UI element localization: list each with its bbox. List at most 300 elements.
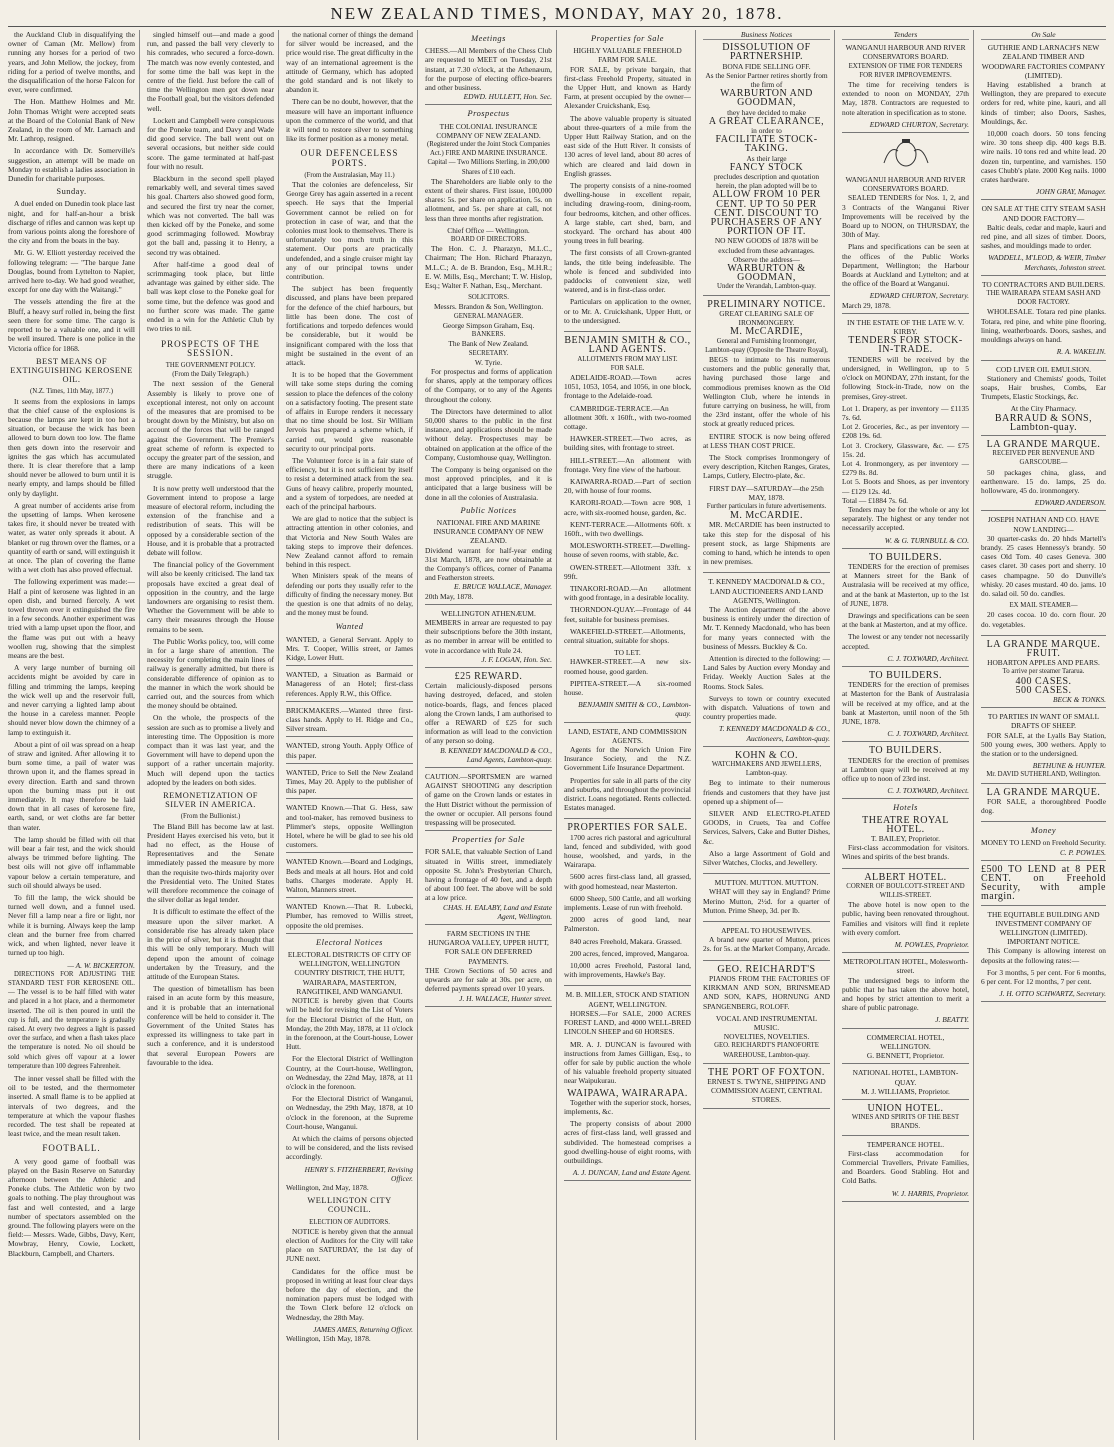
ad-text: FOR SALE, at the Lyalls Bay Station, 500 young ewes, 300 wethers. Apply to the station or to the undersigned. bbox=[981, 730, 1106, 759]
ad-title: JOSEPH NATHAN AND CO. HAVE NOW LANDING— bbox=[987, 515, 1100, 534]
ad-text: M. McCARDIE, bbox=[730, 326, 803, 338]
notice-title: £25 REWARD. bbox=[454, 671, 523, 682]
column-rule bbox=[695, 30, 696, 1440]
public-notice bbox=[425, 518, 552, 605]
article-headline: FOOTBALL. bbox=[42, 1143, 101, 1154]
news-paragraph: The subject has been frequently discussed, and plans have been prepared for the defence of the chief harbours, but little has been done. The cost of fortifications and torpedo defences would be considerable, but it would be insignificant compared with the loss that might be sustained in the event of an attack. bbox=[286, 284, 413, 367]
ad-text: General and Furnishing Ironmonger, Lambton-quay (Opposite the Theatre Royal), bbox=[705, 337, 828, 354]
article-headline: BEST MEANS OF EXTINGUISHING KEROSENE OIL. bbox=[10, 356, 133, 385]
ad-text: The above valuable property is situated about three-quarters of a mile from the Upper Hutt Railway Station, and on the east side of the Hutt River. It consists of 130 acres of level land, about 80 acres of which are cleared and laid down in English grasses. bbox=[564, 113, 691, 178]
column-8 bbox=[981, 30, 1106, 1440]
ad-signature: J. BEATTY. bbox=[935, 1015, 969, 1025]
ad-text: ERNEST S. TWYNE, SHIPPING AND COMMISSION AGENT, CENTRAL STORES. bbox=[707, 1076, 826, 1105]
prospectus-text: George Simpson Graham, Esq. bbox=[442, 320, 535, 330]
ad-subtitle: RECEIVED PER BENVENUE AND GARSCOUBE— bbox=[992, 450, 1095, 467]
news-paragraph: Lockett and Campbell were conspicuous for the Poneke team, and Davy and Wade did good service. The ball went out on several occasions, but neither side could score. The game terminated at half-past four with no result. bbox=[147, 115, 274, 171]
classified-ad bbox=[286, 635, 413, 667]
ad-title: BENJAMIN SMITH & CO., LAND AGENTS. bbox=[564, 335, 691, 356]
news-paragraph: DIRECTIONS FOR ADJUSTING THE STANDARD TEST FOR KEROSENE OIL.— The vessel is to be half filled with water and placed in a hot place, and a thermometer inserted. The oil is then poured in until the cup is full, and the temperature is gradually raised. At every two degrees a light is passed over the surface, and when a flash takes place the temperature is noted. No oil should be sold which gives off vapour at a lower temperature than 100 degrees Fahrenheit. bbox=[8, 970, 135, 1070]
ad-text: HOBARTON APPLES AND PEARS. bbox=[987, 658, 1100, 668]
listing-item: 840 acres Freehold, Makara. Grassed. bbox=[570, 936, 682, 946]
ad-subtitle: WINES AND SPIRITS OF THE BEST BRANDS. bbox=[851, 1114, 960, 1131]
ad-title: KOHN & CO. bbox=[734, 749, 799, 761]
column-rule bbox=[834, 30, 835, 1440]
article-source: (From the Daily Telegraph.) bbox=[172, 371, 249, 379]
notice-signature: C. J. TOXWARD, Architect. bbox=[887, 729, 969, 739]
ad-text: precludes description and quotation herein, the plan adopted will be to bbox=[713, 172, 820, 191]
news-paragraph: The Volunteer force is in a fair state of efficiency, but it is not sufficient by itself to resist a determined attack from the sea. Guns of heavy calibre, properly mounted, and a system of torpedoes, are needed at each of the principal harbours. bbox=[286, 455, 413, 511]
property-ad bbox=[425, 847, 552, 925]
notice-text: TENDERS for the erection of premises at Masterton for the Bank of Australasia will be received at my office, and at the bank at Masterton, until noon of the 5th JUNE, 1878. bbox=[842, 680, 969, 726]
ad-text: FIRST DAY—SATURDAY—the 25th MAY, 1878. bbox=[709, 483, 824, 502]
ad-signature: EDWD. HULLETT, Hon. Sec. bbox=[463, 92, 552, 102]
notice-text: Plans and specifications can be seen at the offices of the Public Works Department, Wellington; the Harbour Boards at Auckland and Lyttelton; and at the office of the Board at Wanganui. bbox=[842, 242, 969, 289]
ad-text: Stationery and Chemists' goods, Toilet soaps, Hair brushes, Combs, Ear Trumpets, Elastic Stockings, &c. bbox=[981, 373, 1106, 402]
money-ad bbox=[981, 910, 1106, 1003]
ad-signature: EDWARD ANDERSON. bbox=[1034, 498, 1106, 508]
ad-title: HIGHLY VALUABLE FREEHOLD FARM FOR SALE. bbox=[573, 46, 682, 65]
sale-ad bbox=[981, 712, 1106, 783]
notice-date: Wellington, 15th May, 1878. bbox=[286, 1334, 371, 1343]
notice-date: March 29, 1878. bbox=[842, 300, 891, 310]
tender-lot: Lot 3. Crockery, Glassware, &c. — £75 15s. 2d. bbox=[842, 440, 969, 459]
ad-text: The Auction department of the above business is entirely under the direction of Mr. T. Kennedy Macdonald, who has been for many years connected with the business of Messrs. Buckley & Co. bbox=[703, 604, 830, 651]
ad-subtitle: THE WAIRARAPA STEAM SASH AND DOOR FACTORY. bbox=[986, 290, 1101, 307]
ad-text: Particulars on application to the owner, or to Mr. A. Cruickshank, Upper Hutt, or to the undersigned. bbox=[564, 297, 691, 325]
ad-text: The first consists of all Crown-granted lands, the title being indefeasible. The whole is fenced and subdivided into paddocks of convenient size, well watered, and is in first-class order. bbox=[564, 248, 691, 295]
ad-subtitle: FOR SALE. bbox=[610, 364, 645, 372]
ad-subtitle: GREAT CLEARING SALE OF IRONMONGERY. bbox=[719, 308, 814, 328]
ad-subtitle: TO LET. bbox=[614, 648, 641, 658]
ad-subtitle: G. BENNETT, Proprietor. bbox=[866, 1051, 945, 1061]
public-notice bbox=[425, 672, 552, 768]
ad-title: T. KENNEDY MACDONALD & CO., LAND AUCTIONEERS AND LAND AGENTS, Wellington. bbox=[708, 577, 825, 605]
ad-text: WANTED, a General Servant. Apply to Mrs. T. Cooper, Willis street, or James Kidge, Lower Hutt. bbox=[286, 634, 413, 662]
column-4 bbox=[425, 30, 552, 1440]
ad-text: A GREAT CLEARANCE, bbox=[708, 115, 825, 127]
tender-notice bbox=[842, 746, 969, 799]
notice-text: CAUTION.—SPORTSMEN are warned AGAINST SHOOTING any description of game on the Crown lands or estates in the Hutt District without the permission of the owner or occupier. All persons found trespassing will be prosecuted. bbox=[425, 772, 552, 828]
ad-text: in order to bbox=[751, 126, 782, 136]
sale-ad bbox=[981, 43, 1106, 200]
ad-text: BRICKMAKERS.—Wanted three first-class hands. Apply to H. Ridge and Co., Silver stream. bbox=[286, 705, 413, 734]
notice-title: WELLINGTON CITY COUNCIL. bbox=[307, 1196, 392, 1215]
listing-item: CAMBRIDGE-TERRACE.—An allotment 30ft. x 160ft., with two-roomed cottage. bbox=[564, 403, 691, 431]
ad-text: NOVELTIES, NOVELTIES. bbox=[723, 1032, 810, 1042]
ad-text: Further particulars in future advertisements. bbox=[706, 502, 827, 510]
prospectus-capital: Capital — Two Millions Sterling, in 200,000 Shares of £10 each. bbox=[427, 159, 550, 176]
news-paragraph: The vessels attending the fire at the Bluff, a heavy surf rolled in, being the first seen there for some time. The cargo is reported to be a valuable one, and it will be well insured. There is one police in the Victoria office for 1868. bbox=[8, 297, 135, 353]
news-paragraph: There can be no doubt, however, that the measure will have an important influence upon the commerce of the world, and that it will tend to restore silver to something like its former position as a money metal. bbox=[286, 97, 413, 144]
ad-text: Having established a branch at Wellington, they are prepared to execute orders for red, white pine, kauri, and all kinds of timber; also Doors, Sashes, Mouldings, &c. bbox=[981, 80, 1106, 126]
ad-subtitle: WATCHMAKERS AND JEWELLERS, Lambton-quay. bbox=[711, 761, 822, 778]
classified-ad bbox=[286, 706, 413, 738]
classified-ad bbox=[286, 857, 413, 898]
ad-text: First-class accommodation for visitors. Wines and spirits of the best brands. bbox=[842, 843, 969, 862]
hotel-ad bbox=[842, 873, 969, 954]
article-source: (From the Bullionist.) bbox=[180, 813, 241, 821]
ad-title: PROPERTIES FOR SALE. bbox=[567, 822, 688, 834]
article-subheading: THE GOVERNMENT POLICY. bbox=[165, 361, 256, 369]
listing-item: KENT-TERRACE.—Allotments 60ft. x 160ft., with two dwellings. bbox=[564, 519, 691, 538]
column-rule bbox=[417, 30, 418, 1440]
article-source: (From the Australasian, May 11.) bbox=[304, 171, 395, 179]
property-ad bbox=[425, 929, 552, 1007]
notice-text: MEMBERS in arrear are requested to pay their subscriptions before the 30th instant, as no member in arrear will be entitled to vote in accordance with Rule 24. bbox=[425, 617, 552, 655]
ad-text: Mr. DAVID SUTHERLAND, Wellington. bbox=[986, 771, 1101, 779]
ad-text: FRUIT. bbox=[1026, 647, 1061, 659]
column-rule bbox=[139, 30, 140, 1440]
column-7 bbox=[842, 30, 969, 1440]
notice-paragraph: NOTICE is hereby given that Courts will be held for revising the List of Voters for the Electoral District of the Hutt, on Monday, the 20th May, 1878, at 11 o'clock in the forenoon, at the Court-house, Lower Hutt. bbox=[286, 996, 413, 1052]
ad-subtitle: M. J. WILLIAMS, Proprietor. bbox=[861, 1086, 950, 1096]
notice-signature: W. & G. TURNBULL & CO. bbox=[884, 535, 969, 545]
ad-text: WANTED, Price to Sell the New Zealand Times, May 20. Apply to the publisher of this paper. bbox=[286, 767, 413, 796]
ad-signature: BETHUNE & HUNTER. bbox=[1032, 761, 1106, 771]
notice-title: WANGANUI HARBOUR AND RIVER CONSERVATORS BOARD. bbox=[845, 175, 966, 194]
ad-text: 10,000 coach doors. 50 tons fencing wire. 30 tons sheep dip. 400 kegs B.B. wire nails. 10 tons red and white lead. 20 dozen tin, turpentine, and varnishes. 150 cases Chubb's plate. 2000 Keg nails. 1000 crates hardware. bbox=[981, 129, 1106, 185]
notice-paragraph: For the Electoral District of Wellington Country, at the Court-house, Wellington, on Wednesday, the 22nd May, 1878, at 11 o'clock in the forenoon. bbox=[286, 1054, 413, 1091]
listing-item: TINAKORI-ROAD.—An allotment with good frontage, in a desirable locality. bbox=[564, 583, 691, 603]
ad-text: BONA FIDE SELLING OFF. bbox=[722, 61, 811, 71]
notice-text: TENDERS will be received by the undersigned, in Wellington, up to 5 o'clock on MONDAY, 27th instant, for the following Stock-in-Trade, now on the premises, Grey-street. bbox=[842, 354, 969, 401]
news-paragraph: It is to be hoped that the Government will take some steps during the coming session to place the defences of the colony on a satisfactory footing. The present state of affairs in Europe renders it necessary that no time should be lost. Sir William Jervois has prepared a scheme which, if carried out, would give reasonable security to our principal ports. bbox=[286, 370, 413, 453]
notice-signature: C. J. TOXWARD, Architect. bbox=[887, 786, 969, 796]
ad-title: MUTTON. MUTTON. MUTTON. bbox=[714, 878, 819, 888]
ad-signature: R. A. WAKELIN. bbox=[1056, 347, 1106, 357]
news-paragraph: About a pint of oil was spread on a heap of straw and ignited. After allowing it to burn some time, a pail of water was thrown upon it, and the flames spread in every direction. Earth and sand thrown upon the burning mass put it out immediately. It may therefore be laid down that in all cases of kerosene fire, earth, sand, or wet cloths are far better than water. bbox=[8, 739, 135, 832]
ad-subtitle: ALLOTMENTS FROM MAY LIST. bbox=[577, 355, 678, 363]
ad-signature: WADDELL, M'LEOD, & WEIR, Timber Merchants, Johnston street. bbox=[988, 253, 1106, 272]
column-heading: Business Notices bbox=[703, 30, 830, 40]
ad-text: WANTED, a Situation as Barmaid or Manageress of an Hotel; first-class references. Apply R.W., this Office. bbox=[286, 670, 413, 698]
ad-title: TO CONTRACTORS AND BUILDERS. bbox=[982, 279, 1105, 289]
property-ad bbox=[564, 336, 691, 723]
listing-item: THORNDON-QUAY.—Frontage of 44 feet, suitable for business premises. bbox=[564, 605, 691, 624]
notice-paragraph: NOTICE is hereby given that the annual election of Auditors for the City will take place on SATURDAY, the 1st day of JUNE next. bbox=[286, 1226, 413, 1264]
ad-text: Together with the superior stock, horses, implements, &c. bbox=[564, 1097, 691, 1116]
section-heading-electoral: Electoral Notices bbox=[316, 937, 383, 947]
notice-subtitle: EXTENSION OF TIME FOR TENDERS FOR RIVER IMPROVEMENTS. bbox=[848, 62, 963, 79]
business-ad bbox=[703, 751, 830, 874]
money-ad bbox=[981, 838, 1106, 860]
prospectus-office: Chief Office — Wellington. bbox=[447, 225, 530, 235]
ad-text: ENTIRE STOCK is now being offered at LESS THAN COST PRICE. bbox=[703, 431, 830, 450]
notice-title: TO BUILDERS. bbox=[868, 551, 943, 563]
ad-title: NATIONAL HOTEL, LAMBTON-QUAY. bbox=[852, 1068, 959, 1087]
ad-text: WANTED Known.—That R. Lubecki, Plumber, has removed to Willis street, opposite the old premises. bbox=[286, 902, 413, 930]
prospectus-paragraph: The Company is being organised on the most approved principles, and it is anticipated that a large business will be done in all the colonies of Australasia. bbox=[425, 464, 552, 502]
tender-notice bbox=[842, 318, 969, 549]
notice-text: TENDERS for the erection of premises at Manners street for the Bank of Australasia will be received at my office, and at the bank at Masterton, up to the 1st of JUNE, 1878. bbox=[842, 561, 969, 608]
ad-subtitle: EX MAIL STEAMER— bbox=[1009, 602, 1078, 610]
tender-lot: Lot 5. Boots and Shoes, as per inventory — £129 12s. 4d. bbox=[842, 477, 969, 496]
section-heading: Sunday. bbox=[56, 187, 87, 197]
news-paragraph: The inner vessel shall be filled with the oil to be tested, and the thermometer inserted. A small flame is to be applied at intervals of two degrees, and the temperature at which the vapour flashes recorded. The test shall be repeated at least twice, and the mean result taken. bbox=[8, 1073, 135, 1139]
ad-text: HORSES.—For SALE, 2000 ACRES FOREST LAND, and 4000 WELL-BRED LINCOLN SHEEP and 60 HORSES. bbox=[564, 1008, 691, 1037]
ad-text: WANTED Known.—That G. Hess, saw and tool-maker, has removed business to Plimmer's steps, opposite Wellington Hotel, where he will be glad to see his old customers. bbox=[286, 803, 413, 850]
notice-text: Certain maliciously-disposed persons having destroyed, defaced, and stolen notice-boards, flags, and fences placed along the Crown lands, I am authorised to offer a REWARD of £25 for such information as will lead to the conviction of any person so doing. bbox=[425, 681, 552, 746]
ad-title: WAIPAWA, WAIRARAPA. bbox=[567, 1087, 688, 1099]
ad-text: 30 quarter-casks do. 20 hhds Martell's brandy. 25 cases Hennessy's brandy. 50 cases Old Tom. 40 cases Geneva. 300 cases claret. 30 cases port and sherry. 10 cases champagne. 50 do Dunville's whisky. 20 cases mustard. 40 do. jams. 10 do. salad oil. 50 do. candles. bbox=[981, 533, 1106, 598]
notice-date: Wellington, 2nd May, 1878. bbox=[286, 1182, 369, 1192]
ad-title: TEMPERANCE HOTEL. bbox=[866, 1139, 945, 1149]
classified-ad bbox=[425, 46, 552, 105]
ad-text: CHESS.—All Members of the Chess Club are requested to MEET on Tuesday, 21st instant, at 7.30 o'clock, at the Athenæum, for the purpose of electing office-bearers and other business. bbox=[425, 46, 552, 93]
notice-signature: EDWARD CHURTON, Secretary. bbox=[869, 119, 969, 129]
ad-subtitle: CORNER OF BOULCOTT-STREET AND WILLIS-STREET. bbox=[846, 882, 965, 900]
news-paragraph: After half-time a good deal of scrimmaging took place, but little advantage was gained by either side. The ball was kept close to the Poneke goal for some time, but the defence was good and no further score was made. The game ended in a win for the Athletic Club by two tries to nil. bbox=[147, 259, 274, 334]
listing-item: MOLESWORTH-STREET.—Dwelling-house of seven rooms, with stable, &c. bbox=[564, 541, 690, 560]
notice-paragraph: Candidates for the office must be proposed in writing at least four clear days before the day of election, and the nomination papers must be lodged with the Town Clerk before 12 o'clock on Wednesday, the 28th May. bbox=[286, 1266, 413, 1322]
tender-lot: Lot 4. Ironmongery, as per inventory — £279 8s. 8d. bbox=[842, 458, 969, 478]
ad-text: WHOLESALE. Totara red pine planks. Totara, red pine, and white pine flooring, lining, weatherboards. Doors, sashes, and mouldings always on hand. bbox=[981, 307, 1106, 345]
ad-text: 400 CASES. bbox=[1015, 675, 1072, 687]
tender-lot: Lot 1. Drapery, as per inventory — £1135 7s. 6d. bbox=[842, 403, 969, 422]
listing-item: ADELAIDE-ROAD.—Town acres 1051, 1053, 1054, and 1056, in one block, frontage to the Adelaide-road. bbox=[564, 372, 691, 401]
prospectus-text: The Bank of New Zealand. bbox=[448, 339, 529, 349]
notice-title: TO BUILDERS. bbox=[868, 745, 943, 757]
ad-text: First-class accommodation for Commercial Travellers, Private Families, and Boarders. Good Stabling. Hot and Cold Baths. bbox=[842, 1148, 969, 1186]
ad-signature: T. KENNEDY MACDONALD & CO., Auctioneers, Lambton-quay. bbox=[719, 724, 830, 743]
sale-ad bbox=[981, 365, 1106, 436]
ad-text: PIANOS FROM THE FACTORIES OF KIRKMAN AND SON, BRINSMEAD AND SON, KAPS, HORNUNG AND SPANGENBERG, ROLOFF. bbox=[703, 973, 830, 1011]
notice-text: TENDERS for the erection of premises at Lambton quay will be received at my office up to noon of 23rd inst. bbox=[842, 755, 969, 784]
listing-item: KAIWARRA-ROAD.—Part of section 20, with house of four rooms. bbox=[564, 476, 691, 496]
ad-text: SILVER AND ELECTRO-PLATED GOODS, in Cruets, Tea and Coffee Services, Salvers, Cake and Butter Dishes, &c. bbox=[703, 809, 830, 846]
notice-subtitle: ELECTION OF AUDITORS. bbox=[309, 1218, 390, 1226]
news-paragraph: singled himself out—and made a good run, and passed the ball very cleverly to his comrades, who secured a force-down. The match was now evenly contested, and for some time the ball was kept in the centre of the field. Just before the call of time the Wellington men got down near the Football goal, but the visitors defended well. bbox=[147, 30, 274, 113]
section-heading-money: Money bbox=[1030, 826, 1057, 836]
prospectus-paragraph: The Shareholders are liable only to the extent of their shares. First issue, 100,000 shares: 5s. per share on application, 5s. on allotment, and 5s. per share at call, not less than three months after registration. bbox=[425, 176, 552, 223]
ad-text: VOCAL AND INSTRUMENTAL MUSIC. bbox=[715, 1013, 818, 1032]
property-ad bbox=[564, 823, 691, 986]
prospectus-text: Messrs. Brandon & Son, Wellington. bbox=[433, 302, 544, 312]
ad-text: The undersigned begs to inform the public that he has taken the above hotel, and hopes by strict attention to merit a share of public patronage. bbox=[842, 975, 969, 1013]
column-6 bbox=[703, 30, 830, 1440]
business-ad bbox=[703, 300, 830, 574]
page-title: NEW ZEALAND TIMES, MONDAY, MAY 20, 1878. bbox=[330, 4, 784, 23]
column-heading: Tenders bbox=[842, 30, 969, 40]
ad-title: COD LIVER OIL EMULSION. bbox=[996, 364, 1091, 374]
ad-text: MR. A. J. DUNCAN is favoured with instructions from James Gilligan, Esq., to offer for sale by public auction the whole of his valuable freehold property situated near Waipukurau. bbox=[564, 1039, 691, 1086]
listing-item: WAKEFIELD-STREET.—Allotments, central situation, suitable for shops. bbox=[564, 626, 686, 645]
ad-title: LAND, ESTATE, AND COMMISSION AGENTS. bbox=[568, 726, 687, 745]
column-heading: On Sale bbox=[981, 30, 1106, 40]
prospectus-heading: GENERAL MANAGER. bbox=[453, 312, 524, 320]
listing-item: KARORI-ROAD.—Town acre 908, 1 acre, with six-roomed house, garden, &c. bbox=[564, 498, 691, 517]
listing-item: 1700 acres rich pastoral and agricultural land, fenced and subdivided, with good house, woolshed, and yards, in the Wairarapa. bbox=[564, 832, 691, 870]
sale-ad bbox=[981, 280, 1106, 361]
hotel-ad bbox=[842, 1104, 969, 1136]
news-paragraph: A duel ended on Dunedin took place last night, and for half-an-hour a brisk discharge of rifles and cannon was kept up from various points along the foreshore of the city and from the boats in the bay. bbox=[8, 199, 135, 246]
business-ad bbox=[703, 965, 830, 1064]
section-heading-wanted: Wanted bbox=[335, 622, 364, 632]
ad-text: Observe the address— bbox=[733, 254, 800, 264]
notice-date: 20th May, 1878. bbox=[425, 591, 474, 601]
news-paragraph: When Ministers speak of the means of defending our ports they usually refer to the difficulty of finding the necessary money. But the question is one that admits of no delay, and the money must be found. bbox=[286, 573, 413, 618]
classified-ad bbox=[286, 741, 413, 763]
notice-text: Drawings and specifications can be seen at the bank at Masterton, and at my office. bbox=[842, 610, 969, 630]
notice-signature: HENRY S. FITZHERBERT, Revising Officer. bbox=[304, 1164, 413, 1183]
ad-title: LA GRANDE MARQUE. bbox=[986, 786, 1101, 798]
news-paragraph: the national corner of things the demand for silver would be increased, and the price would rise. The great difficulty in the way of an international agreement is the attitude of Germany, which has adopted the gold standard and is not likely to abandon it. bbox=[286, 30, 413, 95]
ad-text: THE Crown Sections of 50 acres and upwards are for sale at 30s. per acre, on deferred payments spread over 10 years. bbox=[425, 965, 552, 994]
ad-text: The Stock comprises Ironmongery of every description, Kitchen Ranges, Grates, Lamps, Cutlery, Electro-plate, &c. bbox=[703, 452, 830, 481]
news-paragraph: The following experiment was made:— Half a pint of kerosene was lighted in an open dish, and burned fiercely. A wet towel thrown over it extinguished the fire in a few seconds. Another experiment was tried with a lamp upset upon the floor, and the flame was put out with a heavy woollen rug, showing that the simplest means are the best. bbox=[8, 577, 135, 660]
ad-text: WARBURTON & GOODMAN, bbox=[727, 263, 806, 284]
listing-item: 200 acres, fenced, improved, Mangaroa. bbox=[570, 948, 690, 958]
ad-text: WANTED, strong Youth. Apply Office of this paper. bbox=[286, 741, 413, 760]
notice-signature: C. J. TOXWARD, Architect. bbox=[887, 653, 969, 663]
ad-text: Properties for sale in all parts of the city and suburbs, and throughout the provincial district. Loans negotiated. Rents collected. Estates managed. bbox=[564, 775, 691, 813]
news-paragraph: The Bland Bill has become law at last. President Hayes exercised his veto, but it had no effect, as the House of Representatives and the Senate immediately passed the measure by more than the requisite two-thirds majority over the Presidential veto. The United States will therefore recommence the coinage of the silver dollar as legal tender. bbox=[147, 821, 274, 905]
column-2 bbox=[147, 30, 274, 1440]
ad-title: THEATRE ROYAL HOTEL. bbox=[862, 814, 949, 835]
ad-text: At the City Pharmacy. bbox=[1010, 404, 1077, 414]
article-headline: PROSPECTS OF THE SESSION. bbox=[161, 338, 260, 358]
ad-text: WANTED Known.—Board and Lodgings, Beds and meals at all hours. Hot and cold baths. Charges moderate. Apply H. Walton, Manners street. bbox=[286, 857, 413, 895]
notice-title: NATIONAL FIRE AND MARINE INSURANCE COMPANY OF NEW ZEALAND. bbox=[433, 517, 544, 546]
ad-text: ALLOW FROM 10 PER CENT. UP TO 50 PER CENT. DISCOUNT TO PURCHASERS OF ANY PORTION OF IT. bbox=[710, 189, 823, 238]
ad-text: Surveys to town or country executed with dispatch. Valuations of town and country properties made. bbox=[703, 693, 830, 722]
news-paragraph: The question of bimetallism has been raised in an acute form by this measure, and it is probable that an international conference will be held to consider it. The Government of the United States has expressed its willingness to take part in such a conference, and it is understood that several European Powers are favourable to the idea. bbox=[147, 984, 274, 1067]
tender-notice bbox=[842, 553, 969, 667]
ad-text: The property consists of a nine-roomed dwelling-house in excellent repair, including drawing-room, dining-room, four bedrooms, kitchen, and other offices. A large stable, cart shed, barn, and stockyard. The orchard has about 400 young trees in full bearing. bbox=[564, 181, 691, 246]
ad-text: WARBURTON AND GOODMAN, bbox=[720, 88, 813, 109]
news-paragraph: The Hon. Matthew Holmes and Mr. John Thomas Wright were accepted seats at the Board of the Colonial Bank of New Zealand, in the room of Mr. Larnach and Mr. Lathrop, resigned. bbox=[8, 97, 135, 144]
section-heading-hotels: Hotels bbox=[893, 803, 918, 813]
column-5 bbox=[564, 30, 691, 1440]
ad-title: PRELIMINARY NOTICE. bbox=[707, 298, 826, 310]
tender-total: Total — £1884 7s. 6d. bbox=[842, 495, 908, 505]
ad-title: APPEAL TO HOUSEWIVES. bbox=[721, 926, 812, 936]
news-paragraph: A great number of accidents arise from the upsetting of lamps. When kerosene takes fire, it should never be treated with water, as water only spreads it about. A blanket or rug thrown over the flames, or a quantity of earth or sand, will extinguish it at once. The plan of covering the flame with a wet cloth has also proved effectual. bbox=[8, 500, 135, 575]
article-headline: OUR DEFENCELESS PORTS. bbox=[300, 148, 399, 168]
ad-title: M. B. MILLER, STOCK AND STATION AGENT, WELLINGTON. bbox=[565, 990, 690, 1009]
prospectus-heading: SOLICITORS. bbox=[468, 294, 509, 302]
sale-ad bbox=[981, 640, 1106, 708]
ad-subtitle: IMPORTANT NOTICE. bbox=[1007, 937, 1080, 947]
ad-text: To arrive per steamer Tararua. bbox=[1002, 668, 1085, 676]
ad-text: WHAT will they say in England? Prime Merino Mutton, 2½d. for a quarter of Mutton. Prime Sheep, 3d. per lb. bbox=[703, 887, 830, 915]
ad-text: For 3 months, 5 per cent. For 6 months, 6 per cent. For 12 months, 7 per cent. bbox=[981, 967, 1106, 987]
public-notice bbox=[425, 772, 552, 831]
masthead bbox=[0, 0, 1114, 30]
ad-title: ON SALE AT THE CITY STEAM SASH AND DOOR FACTORY— bbox=[981, 204, 1106, 223]
article-signature: — A. W. BICKERTON. bbox=[67, 960, 135, 970]
business-ad bbox=[703, 577, 830, 746]
notice-signature: E. BRUCE WALLACE, Manager. bbox=[453, 582, 552, 592]
notice-title: IN THE ESTATE OF THE LATE W. V. KIRBY. bbox=[847, 317, 964, 337]
ad-title: LA GRANDE MARQUE. bbox=[986, 438, 1101, 450]
property-ad bbox=[564, 990, 691, 1181]
listing-item: 2000 acres of good land, near Palmerston. bbox=[564, 915, 691, 934]
news-paragraph: A very large number of burning oil accidents might be avoided by care in filling and trimming the lamps, keeping the wick well up and the reservoir full, and never carrying a lighted lamp about the house in a careless manner. People should never blow down the chimney of a lamp to extinguish it. bbox=[8, 663, 135, 737]
notice-signature: EDWARD CHURTON, Secretary. bbox=[869, 291, 969, 301]
ad-title: THE PORT OF FOXTON. bbox=[708, 1066, 825, 1078]
news-paragraph: In accordance with Dr. Somerville's suggestion, an attempt will be made on Monday to establish a ladies association in Dunedin for charitable purposes. bbox=[8, 146, 135, 184]
ad-text: MR. McCARDIE has been instructed to take this step for the disposal of his present stock, as large Shipments are coming to hand, which he intends to open in new premises. bbox=[703, 520, 830, 567]
classified-ad bbox=[286, 768, 413, 800]
property-ad bbox=[564, 46, 691, 332]
ad-title: METROPOLITAN HOTEL, Molesworth-street. bbox=[843, 957, 968, 976]
column-rule bbox=[278, 30, 279, 1440]
ad-title: GEO. REICHARDT'S bbox=[717, 963, 816, 975]
sale-ad bbox=[981, 204, 1106, 275]
article-source: (N.Z. Times, 11th May, 1877.) bbox=[30, 388, 113, 396]
news-paragraph: The financial policy of the Government will also be keenly criticised. The land tax proposals have excited a great deal of opposition in the country, and the large landowners are organising to resist them. Whether the Government will be able to carry their measures through the House remains to be seen. bbox=[147, 560, 274, 634]
notice-title: ELECTORAL DISTRICTS OF CITY OF WELLINGTON, WELLINGTON COUNTRY DISTRICT, THE HUTT, WAIRARAPA, MASTERTON, RANGITIKEI, AND WANGANUI. bbox=[287, 950, 412, 996]
ad-signature: J. H. WALLACE, Hunter street. bbox=[459, 993, 552, 1003]
section-heading-prospectus: Prospectus bbox=[467, 109, 510, 119]
ad-text: Beg to intimate to their numerous friends and customers that they have just opened up a shipment of— bbox=[703, 778, 830, 806]
hotel-ad bbox=[842, 816, 969, 869]
article-headline: REMONETIZATION OF SILVER IN AMERICA. bbox=[163, 791, 258, 810]
notice-title: WANGANUI HARBOUR AND RIVER CONSERVATORS BOARD. bbox=[845, 43, 966, 62]
ad-title: ALBERT HOTEL. bbox=[864, 871, 947, 883]
ad-text: FOR SALE, a thoroughbred Poodle dog. bbox=[981, 796, 1106, 816]
news-paragraph: the Auckland Club in disqualifying the owner of Caman (Mr. Mellow) from running any horses for a period of two years, and John Mellow, the jockey, from riding for a period of twelve months, and the disqualification of the horse Falcon for ever, were confirmed. bbox=[8, 30, 135, 95]
ad-title: THE EQUITABLE BUILDING AND INVESTMENT COMPANY OF WELLINGTON (LIMITED). bbox=[987, 909, 1100, 938]
news-paragraph: The lamp should be filled with oil that will bear a fair test, and the wick should always be trimmed before lighting. The best oils will not give off inflammable vapour below a certain temperature, and such oil should always be used. bbox=[8, 834, 135, 890]
tender-notice bbox=[842, 43, 969, 133]
prospectus-heading: BANKERS. bbox=[471, 331, 506, 339]
ad-text: As the Senior Partner retires shortly from the firm of bbox=[705, 70, 828, 90]
ad-text: NO NEW GOODS of 1878 will be excluded from these advantages. bbox=[714, 236, 819, 255]
ad-text: FACILITATE STOCK-TAKING. bbox=[715, 134, 818, 155]
ad-title: DISSOLUTION OF PARTNERSHIP. bbox=[722, 42, 811, 63]
news-paragraph: It is now pretty well understood that the Government intend to propose a large measure of electoral reform, including the extension of the franchise and a redistribution of seats. This will be opposed by a considerable section of the House, and it is probable that a protracted debate will follow. bbox=[147, 483, 274, 557]
business-ad bbox=[703, 43, 830, 295]
section-heading-meetings: Meetings bbox=[471, 34, 506, 43]
classified-ad bbox=[286, 902, 413, 934]
listing-item: 5600 acres first-class land, all grassed, with good homestead, near Masterton. bbox=[564, 872, 691, 891]
ad-signature: J. H. OTTO SCHWARTZ, Secretary. bbox=[999, 989, 1106, 999]
news-paragraph: We are glad to notice that the subject is attracting attention in other colonies, and that Victoria and New South Wales are taking steps to improve their defences. New Zealand cannot afford to remain behind in this respect. bbox=[286, 514, 413, 570]
business-ad bbox=[703, 1068, 830, 1109]
notice-text: The lowest or any tender not necessarily accepted. bbox=[842, 632, 969, 651]
news-paragraph: Mr. G. W. Elliott yesterday received the following telegram: — "The barque Jane Douglas, bound from Lyttelton to Napier, arrived here to-day. We had good weather, except for one day with the Waitangi." bbox=[8, 248, 135, 295]
ad-signature: M. POWLES, Proprietor. bbox=[894, 940, 969, 950]
news-paragraph: To fill the lamp, the wick should be turned well down, and a funnel used. Never fill a lamp near a fire or light, nor while it is burning. Always keep the lamp clean and the burner free from charred wick, and when lighted, never leave it turned up too high. bbox=[8, 893, 135, 958]
sale-ad bbox=[981, 515, 1106, 635]
ad-text: Attention is directed to the following: — Land Sales by Auction every Monday and Friday. Weekly Auction Sales at the Rooms. Stock Sales. bbox=[703, 654, 830, 691]
royal-arms-emblem bbox=[876, 137, 936, 171]
tender-notice bbox=[842, 671, 969, 742]
notice-title: WELLINGTON ATHENÆUM. bbox=[441, 608, 536, 618]
hotel-ad bbox=[842, 1140, 969, 1202]
listing-item: HILL-STREET.—An allotment with frontage. Very fine view of the harbour. bbox=[564, 455, 691, 474]
prospectus-paragraph: The Directors have determined to allot 50,000 shares to the public in the first instance, and applications should be made without delay. Prospectuses may be obtained on application at the office of the Company, Customhouse quay, Wellington. bbox=[425, 406, 552, 462]
column-rule bbox=[973, 30, 974, 1440]
news-paragraph: That the colonies are defenceless, Sir George Grey has again asserted in a recent speech. He says that the Imperial Government cannot be relied on for protection in case of war, and that the colonies must look to themselves. There is unfortunately too much truth in this statement. Our ports are practically undefended, and a single cruiser might lay any of our principal towns under contribution. bbox=[286, 180, 413, 282]
business-ad bbox=[703, 926, 830, 961]
ad-text: Under the Verandah, Lambton-quay. bbox=[717, 283, 816, 291]
classified-ad bbox=[286, 670, 413, 702]
hotel-ad bbox=[842, 1068, 969, 1100]
column-1 bbox=[8, 30, 135, 1440]
ad-signature: W. J. HARRIS, Proprietor. bbox=[891, 1188, 969, 1198]
prospectus-heading: BOARD OF DIRECTORS. bbox=[450, 236, 527, 244]
ad-text: A brand new quarter of Mutton, prices 2s. for 5s. at the Market Company, Arcade. bbox=[703, 935, 830, 954]
ad-title: FARM SECTIONS IN THE HUNGAROA VALLEY, UPPER HUTT, FOR SALE ON DEFERRED PAYMENTS. bbox=[428, 929, 549, 966]
notice-paragraph: At which the claims of persons objected to will be considered, and the lists revised accordingly. bbox=[286, 1133, 413, 1162]
ad-text: Also a large Assortment of Gold and Silver Watches, Clocks, and Jewellery. bbox=[703, 848, 830, 868]
notice-text: Tenders may be for the whole or any lot separately. The highest or any tender not necessarily accepted. bbox=[842, 504, 969, 533]
listing-item: 6000 Sheep, 500 Cattle, and all working implements. Lease of run with freehold. bbox=[564, 893, 691, 913]
ad-signature: C. P. POWLES. bbox=[1059, 847, 1106, 857]
